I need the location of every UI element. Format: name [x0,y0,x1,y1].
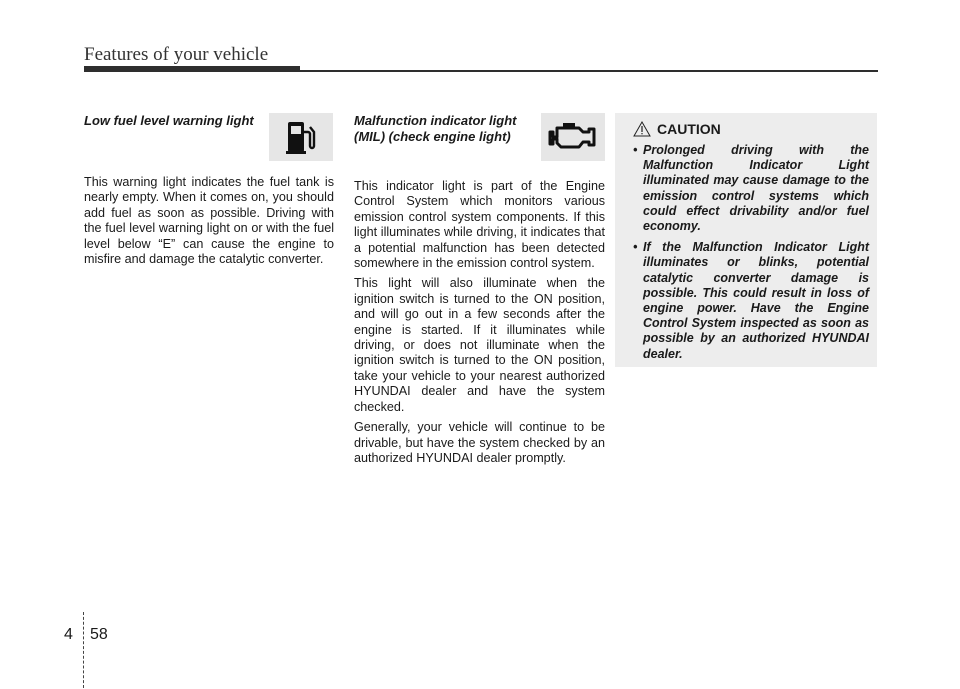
header-title: Features of your vehicle [84,44,269,65]
section-body [354,179,605,466]
paragraph: Generally, your vehicle will continue to be drivable, but have the system checked by an authorized HYUNDAI dealer promptly. [354,420,605,465]
engine-icon [547,121,599,153]
paragraph: This indicator light is part of the Engine Control System which monitors various emission control system components. If this light illuminates while driving, it indicates that a potential malfunction has been detected somewhere in the emission control system. [354,179,605,271]
caution-item: • If the Malfunction Indicator Light illuminates or blinks, potential catalytic converter damage is possible. This could result in loss of engine power. Have the Engine Control System inspected as soon as possible by an authorized HYUNDAI dealer. [629,240,869,362]
header-rule [300,70,878,72]
section-title: Low fuel level warning light [84,113,254,128]
engine-icon-box [541,113,605,161]
section-title: Malfunction indicator light (MIL) (check engine light) [354,113,517,144]
chapter-number: 4 [64,626,73,643]
caution-header [633,121,721,137]
mil-section [354,113,605,471]
header-bar [84,66,300,72]
caution-label: CAUTION [657,121,721,137]
caution-list [629,143,869,368]
caution-item: • Prolonged driving with the Malfunction Indicator Light illuminated may cause damage to the emission control systems which could effect drivability and/or fuel economy. [629,143,869,234]
caution-box [615,113,877,367]
section-body: This warning light indicates the fuel tank is nearly empty. When it comes on, you should add fuel as soon as possible. Driving with the fuel level warning light on or with the fuel level below “E” can cause the engine to misfire and damage the catalytic converter. [84,175,334,267]
footer-divider [83,612,84,688]
warning-triangle-icon [633,121,651,137]
page-number: 58 [90,626,108,643]
fuel-icon-box [269,113,333,161]
paragraph: This light will also illuminate when the ignition switch is turned to the ON position, and will go out in a few seconds after the engine is started. If it illuminates while driving, or does not illuminate when the ignition switch is turned to the ON position, take your vehicle to your nearest authorized HYUNDAI dealer and have the system checked. [354,276,605,414]
fuel-pump-icon [284,118,318,156]
